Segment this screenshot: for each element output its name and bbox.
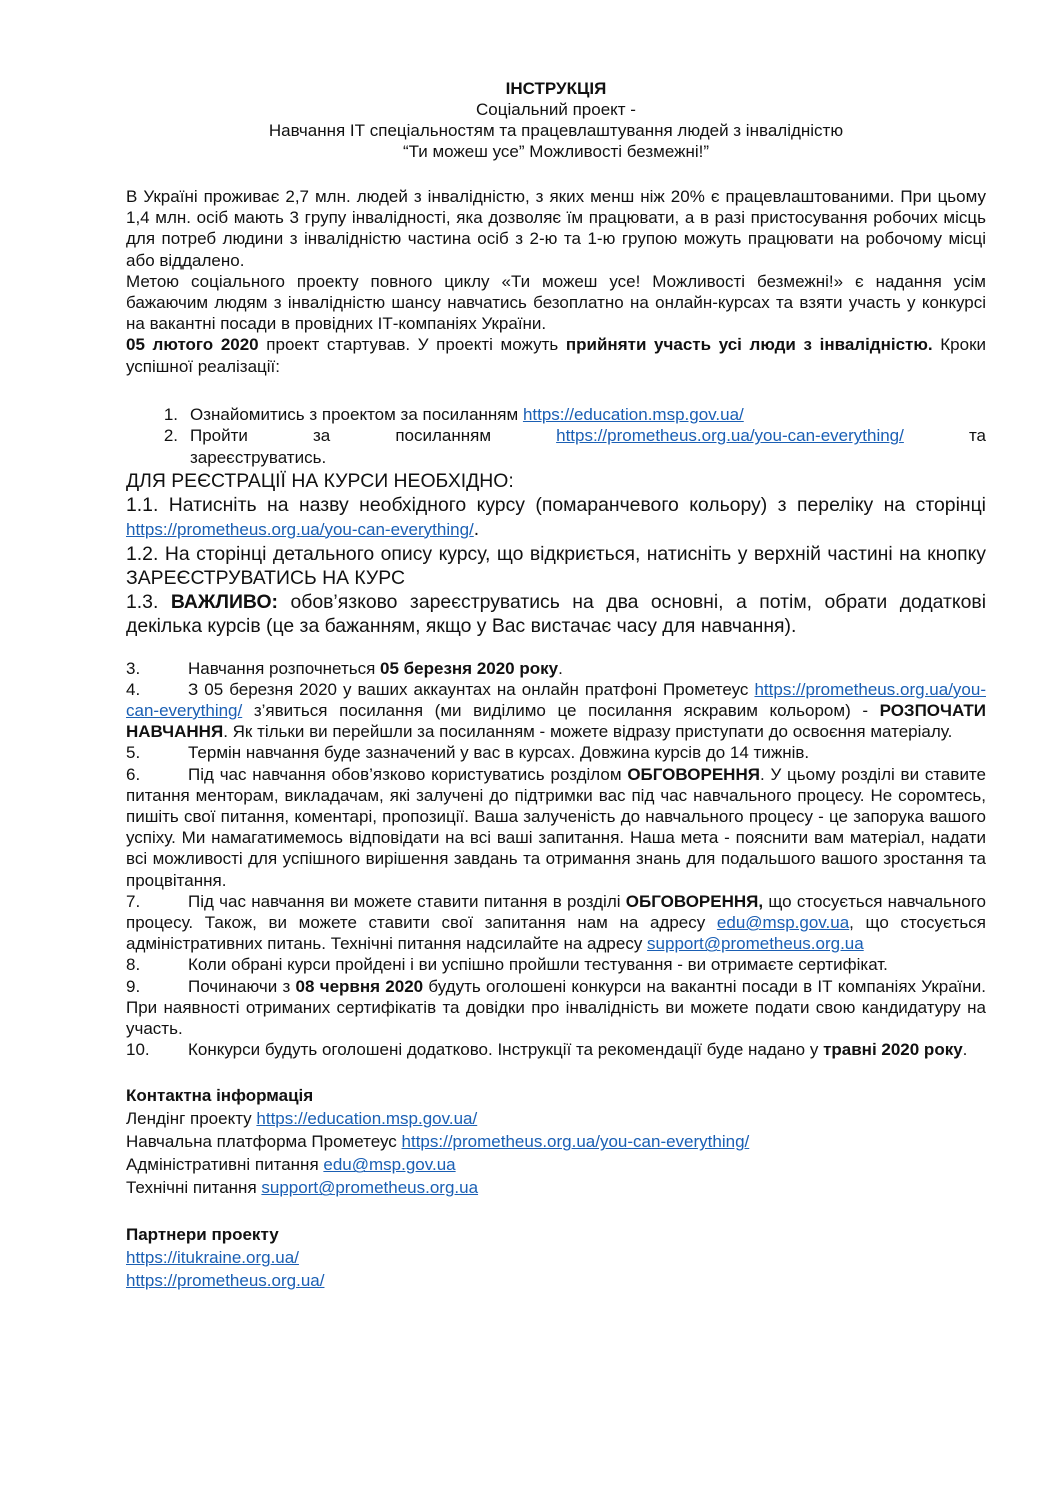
header-subtitle-2: Навчання ІТ спеціальностям та працевлаштування людей з інвалідністю: [268, 121, 844, 140]
document-page: [126, 78, 986, 1292]
header-subtitle-3: “Ти можеш усе” Можливості безмежні!”: [402, 142, 710, 161]
contact-platform: Навчальна платформа Прометеус https://prometheus.org.ua/you-can-everything/: [126, 1132, 750, 1152]
contact-landing: Лендінг проекту https://education.msp.gov.ua/: [126, 1109, 478, 1129]
item-7: 7. Під час навчання ви можете ставити питання в розділі ОБГОВОРЕННЯ, що стосується навчального процесу. Також, ви можете ставити свої запитання нам на адресу edu@msp.gov.ua, що стосується адміністративних питань. Технічні питання надсилайте на адресу support@prometheus.org.ua: [126, 891, 986, 954]
edu-email-link[interactable]: edu@msp.gov.ua: [716, 913, 850, 933]
list-item: 2. Пройти за посиланням https://prometheus.org.ua/you-can-everything/ та зареєструватись.: [163, 426, 986, 468]
prometheus-home-link[interactable]: https://prometheus.org.ua/: [126, 1271, 325, 1291]
admin-email-link[interactable]: edu@msp.gov.ua: [323, 1155, 456, 1175]
document-header: [126, 78, 986, 162]
item-10: 10. Конкурси будуть оголошені додатково. Інструкції та рекомендації буде надано у травні 2020 року.: [126, 1040, 968, 1060]
important-label: ВАЖЛИВО:: [170, 590, 278, 613]
registration-step-3: 1.3. ВАЖЛИВО: обов’язково зареєструватись на два основні, а потім, обрати додаткові декілька курсів (це за бажанням, якщо у Вас вистачає часу для навчання).: [126, 590, 987, 637]
education-link[interactable]: https://education.msp.gov.ua/: [522, 404, 744, 424]
itukraine-link[interactable]: https://itukraine.org.ua/: [126, 1248, 299, 1268]
intro-paragraph-1: В Україні проживає 2,7 млн. людей з інвалідністю, з яких менш ніж 20% є працевлаштованими. При цьому 1,4 млн. осіб мають 3 групу інвалідності, яка дозволяє їм працювати, а в разі пристосування робочих місць для потреб людини з інвалідністю частина осіб з 2-ю та 1-ю групою можуть працювати на робочому місці або віддалено.: [126, 187, 986, 270]
item-4: 4. З 05 березня 2020 у ваших аккаунтах на онлайн пратфоні Прометеус https://prometheus.org.ua/you-can-everything/ з’явиться посилання (ми виділимо це посилання яскравим кольором) - РОЗПОЧАТИ НАВЧАННЯ. Як тільки ви перейшли за посиланням - можете відразу приступати до освоєння матеріалу.: [126, 679, 986, 742]
prometheus-link[interactable]: https://prometheus.org.ua/you-can-everything/: [556, 426, 904, 446]
intro-paragraph-2: Метою соціального проекту повного циклу «Ти можеш усе! Можливості безмежні!» є надання усім бажаючим людям з інвалідністю шансу навчатись безоплатно на онлайн-курсах та взяти участь у конкурсі на вакантні посади в провідних ІТ-компаніях України.: [126, 271, 986, 334]
contacts-heading: Контактна інформація: [126, 1086, 314, 1106]
item-5: 5. Термін навчання буде зазначений у вас в курсах. Довжина курсів до 14 тижнів.: [126, 743, 810, 763]
numbered-items: [126, 658, 986, 1061]
registration-step-2: 1.2. На сторінці детального опису курсу, що відкриється, натисніть у верхній частині на кнопку ЗАРЕЄСТРУВАТИСЬ НА КУРС: [126, 542, 986, 589]
tech-email-link[interactable]: support@prometheus.org.ua: [261, 1178, 479, 1198]
item-9: 9. Починаючи з 08 червня 2020 будуть оголошені конкурси на вакантні посади в ІТ компаніях України. При наявності отриманих сертифікатів та довідки про інвалідність ви можете подати свою кандидатуру на участь.: [126, 976, 986, 1039]
item-3: 3. Навчання розпочнеться 05 березня 2020 року.: [126, 658, 563, 678]
contact-tech: Технічні питання support@prometheus.org.ua: [126, 1178, 479, 1198]
list-item: 1. Ознайомитись з проектом за посиланням https://education.msp.gov.ua/: [163, 404, 744, 424]
contacts-section: [126, 1084, 986, 1199]
landing-link[interactable]: https://education.msp.gov.ua/: [256, 1109, 478, 1129]
registration-step-1: 1.1. Натисніть на назву необхідного курсу (помаранчевого кольору) з переліку на сторінці https://prometheus.org.ua/you-can-everything/.: [126, 493, 986, 540]
start-date: 05 лютого 2020: [126, 335, 259, 355]
item-6: 6. Під час навчання обов’язково користуватись розділом ОБГОВОРЕННЯ. У цьому розділі ви ставите питання менторам, викладачам, які залучені до підтримки вас під час навчального процесу. Не соромтесь, пишіть свої питання, коментарі, пропозиції. Ваша залученість до навчального процесу - це запорука вашого успіху. Ми намагатимемось відповідати на всі ваші запитання. Наша мета - пояснити вам матеріал, надати всі можливості для успішного вирішення завдань та отримання знань для подальшого вашого зростання та процвітання.: [126, 764, 986, 890]
prometheus-link[interactable]: https://prometheus.org.ua/you-can-everything/: [126, 679, 986, 721]
partners-heading: Партнери проекту: [126, 1225, 279, 1245]
registration-title: ДЛЯ РЕЄСТРАЦІЇ НА КУРСИ НЕОБХІДНО:: [126, 469, 514, 492]
header-subtitle-1: Соціальний проект -: [476, 100, 636, 119]
platform-link[interactable]: https://prometheus.org.ua/you-can-everything/: [401, 1132, 750, 1152]
course-list-link[interactable]: https://prometheus.org.ua/you-can-everything/: [126, 519, 474, 539]
partners-section: [126, 1223, 986, 1292]
item-8: 8. Коли обрані курси пройдені і ви успішно пройшли тестування - ви отримаєте сертифікат.: [126, 955, 888, 975]
participants-highlight: прийняти участь усі люди з інвалідністю.: [565, 335, 933, 355]
contact-admin: Адміністративні питання edu@msp.gov.ua: [126, 1155, 456, 1175]
steps-list: [126, 404, 986, 469]
support-email-link[interactable]: support@prometheus.org.ua: [647, 934, 864, 954]
document-title: ІНСТРУКЦІЯ: [505, 79, 607, 98]
intro-paragraph-3: 05 лютого 2020 проект стартував. У проекті можуть прийняти участь усі люди з інвалідністю. Кроки успішної реалізації:: [126, 335, 987, 376]
